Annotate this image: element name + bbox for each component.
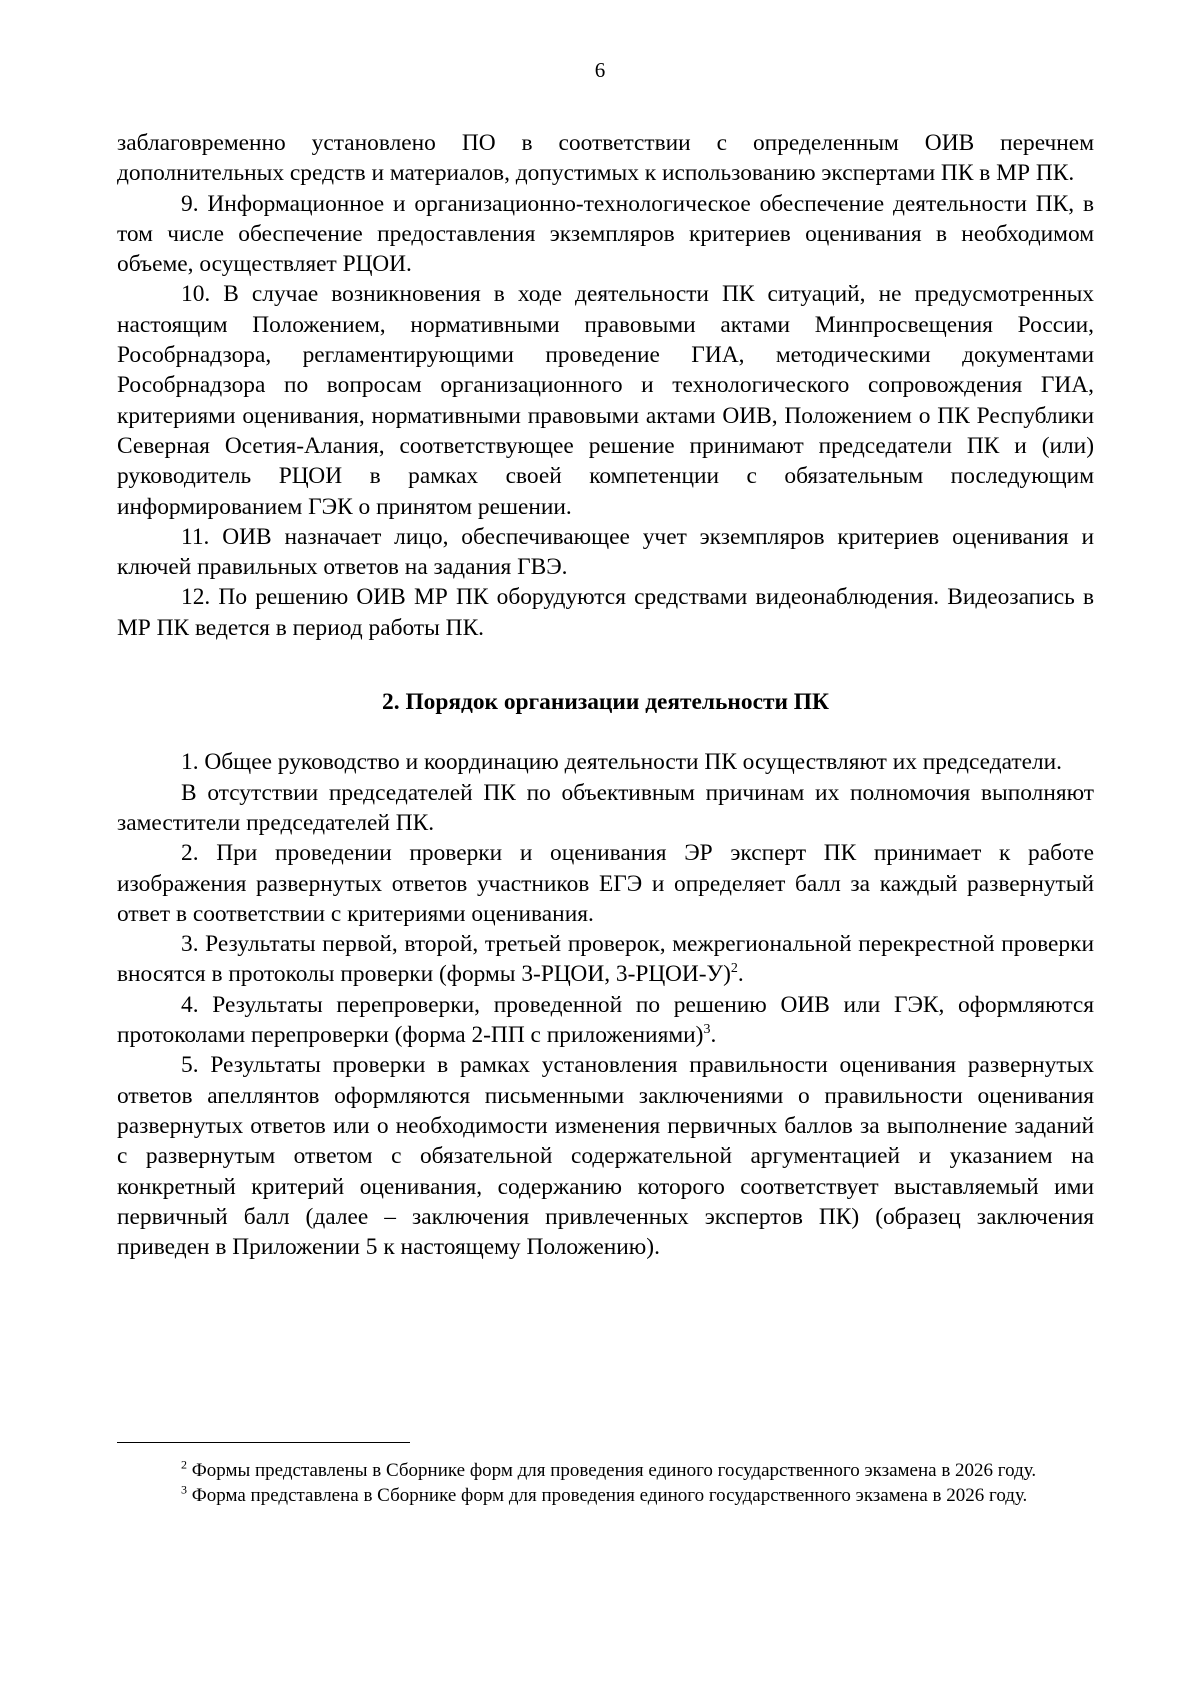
paragraph-3-text: 3. Результаты первой, второй, третьей проверок, межрегиональной перекрестной проверки вносятся в протоколы проверки (формы 3-РЦОИ, 3-РЦОИ-У) bbox=[117, 931, 1094, 988]
paragraph-4-tail: . bbox=[710, 1022, 717, 1049]
paragraph-9: 9. Информационное и организационно-технологическое обеспечение деятельности ПК, в том числе обеспечение предоставления экземпляров критериев оценивания в необходимом объеме, осуществляет РЦОИ. bbox=[117, 190, 1094, 278]
page-number: 6 bbox=[594, 58, 606, 82]
footnote-mark-2: 2 bbox=[181, 1457, 187, 1472]
section-paragraph-3 bbox=[117, 929, 1094, 990]
footnote-3 bbox=[117, 1483, 1094, 1508]
document-body bbox=[117, 128, 1094, 1262]
paragraph-10: 10. В случае возникновения в ходе деятельности ПК ситуаций, не предусмотренных настоящим Положением, нормативными правовыми актами Минпросвещения России, Рособрнадзора, регламентирующими проведение ГИА, методическими документами Рособрнадзора по вопросам организационного и технологического сопровождения ГИА, критериями оценивания, нормативными правовыми актами ОИВ, Положением о ПК Республики Северная Осетия-Алания, соответствующее решение принимают председатели ПК и (или) руководитель РЦОИ в рамках своей компетенции с обязательным последующим информированием ГЭК о принятом решении. bbox=[117, 281, 1094, 520]
footnote-2 bbox=[117, 1458, 1094, 1483]
footnote-ref-2: 2 bbox=[730, 961, 738, 977]
paragraph-11: 11. ОИВ назначает лицо, обеспечивающее учет экземпляров критериев оценивания и ключей правильных ответов на задания ГВЭ. bbox=[117, 523, 1094, 581]
section-heading: 2. Порядок организации деятельности ПК bbox=[382, 689, 829, 716]
footnotes bbox=[117, 1458, 1094, 1508]
section-paragraph-2: 2. При проведении проверки и оценивания ЭР эксперт ПК принимает к работе изображения развернутых ответов участников ЕГЭ и определяет балл за каждый развернутый ответ в соответствии с критериями оценивания. bbox=[117, 840, 1094, 927]
section-paragraph-1-cont: В отсутствии председателей ПК по объективным причинам их полномочия выполняют заместители председателей ПК. bbox=[117, 779, 1094, 836]
footnote-ref-3: 3 bbox=[703, 1022, 711, 1038]
footnote-separator bbox=[117, 1442, 410, 1443]
section-paragraph-1: 1. Общее руководство и координацию деятельности ПК осуществляют их председатели. bbox=[181, 749, 1063, 776]
paragraph-12: 12. По решению ОИВ МР ПК оборудуются средствами видеонаблюдения. Видеозапись в МР ПК ведется в период работы ПК. bbox=[117, 584, 1094, 641]
section-paragraph-4 bbox=[117, 990, 1094, 1051]
footnote-mark-3: 3 bbox=[181, 1482, 187, 1497]
paragraph-continuation: заблаговременно установлено ПО в соответствии с определенным ОИВ перечнем дополнительных средств и материалов, допустимых к использованию экспертами ПК в МР ПК. bbox=[117, 130, 1094, 187]
paragraph-4-text: 4. Результаты перепроверки, проведенной по решению ОИВ или ГЭК, оформляются протоколами перепроверки (форма 2-ПП с приложениями) bbox=[117, 991, 1094, 1049]
footnote-3-text: Форма представлена в Сборнике форм для проведения единого государственного экзамена в 2026 году. bbox=[187, 1485, 1028, 1506]
section-paragraph-5: 5. Результаты проверки в рамках установления правильности оценивания развернутых ответов апеллянтов оформляются письменными заключениями о правильности оценивания развернутых ответов или о необходимости изменения первичных баллов за выполнение заданий с развернутым ответом с обязательной содержательной аргументацией и указанием на конкретный критерий оценивания, содержанию которого соответствует выставляемый ими первичный балл (далее – заключения привлеченных экспертов ПК) (образец заключения приведен в Приложении 5 к настоящему Положению). bbox=[117, 1052, 1094, 1261]
paragraph-3-tail: . bbox=[737, 961, 744, 988]
footnote-2-text: Формы представлены в Сборнике форм для проведения единого государственного экзамена в 2026 году. bbox=[187, 1460, 1037, 1481]
